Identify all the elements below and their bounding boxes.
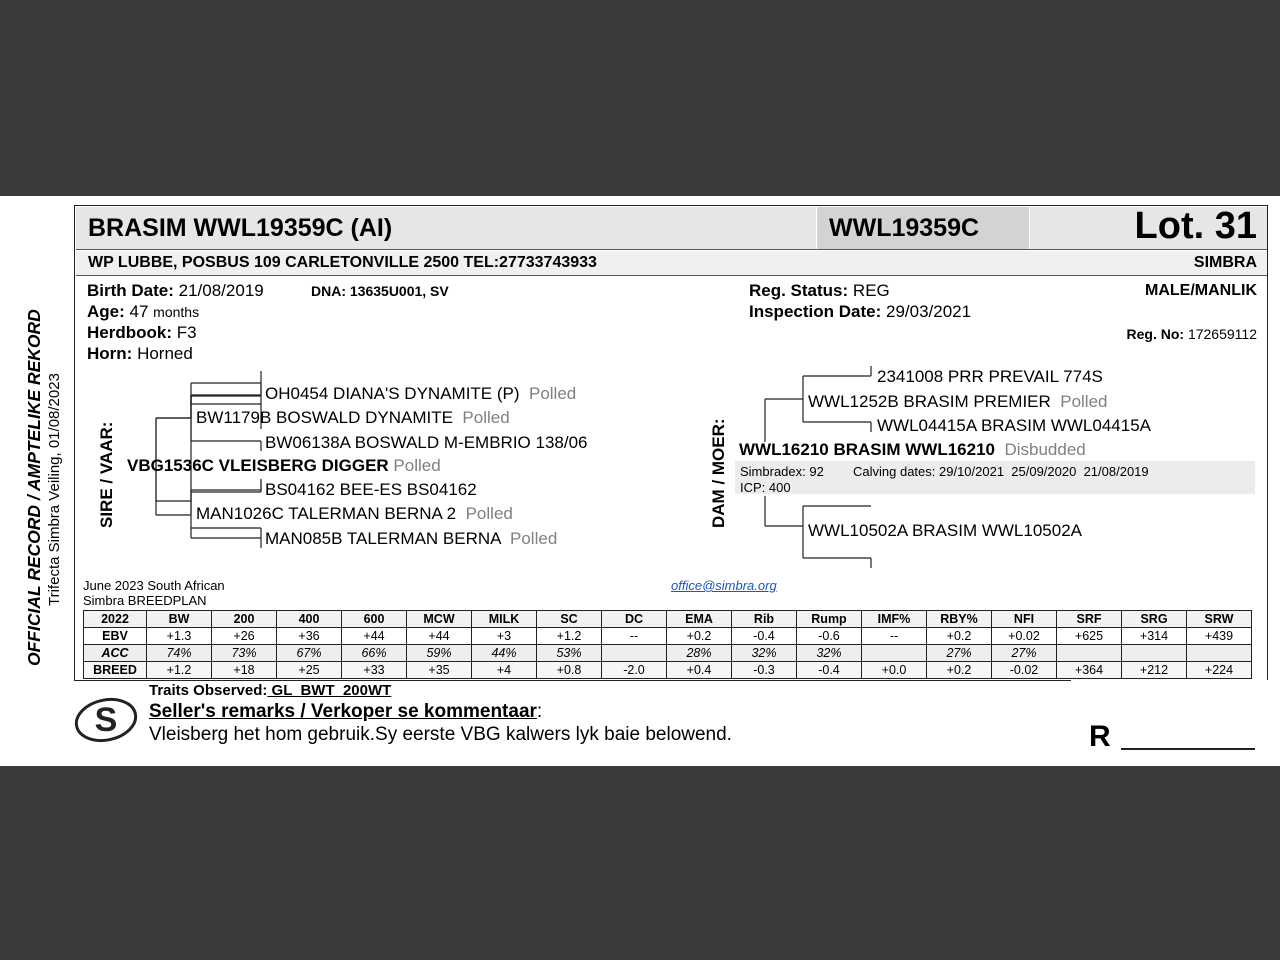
breed-name: SIMBRA	[1193, 254, 1257, 271]
row-label-cell: EBV	[84, 628, 147, 645]
table-cell: +3	[472, 628, 537, 645]
simbradex: Simbradex: 92	[740, 464, 824, 479]
table-cell	[1057, 645, 1122, 662]
table-cell: 67%	[277, 645, 342, 662]
table-cell: -0.3	[732, 662, 797, 679]
table-cell: +26	[212, 628, 277, 645]
table-cell: +224	[1187, 662, 1252, 679]
table-cell: +0.02	[992, 628, 1057, 645]
age: Age: 47 months	[87, 302, 200, 321]
table-cell: Rib	[732, 611, 797, 628]
sire-name: VBG1536C VLEISBERG DIGGER Polled	[127, 456, 441, 475]
table-cell: +36	[277, 628, 342, 645]
table-cell: +4	[472, 662, 537, 679]
lot-frame	[74, 205, 1268, 758]
table-cell: +18	[212, 662, 277, 679]
table-cell: +364	[1057, 662, 1122, 679]
reg-no: Reg. No: 172659112	[1126, 326, 1257, 342]
table-cell: RBY%	[927, 611, 992, 628]
table-cell: NFI	[992, 611, 1057, 628]
dam-name: WWL16210 BRASIM WWL16210 Disbudded	[739, 440, 1086, 459]
table-cell: 32%	[732, 645, 797, 662]
table-cell: -0.4	[797, 662, 862, 679]
table-cell: +25	[277, 662, 342, 679]
table-cell	[1122, 645, 1187, 662]
table-cell: +0.0	[862, 662, 927, 679]
table-cell: +314	[1122, 628, 1187, 645]
table-cell: SRW	[1187, 611, 1252, 628]
table-cell: 27%	[927, 645, 992, 662]
dam-sire: WWL1252B BRASIM PREMIER Polled	[808, 392, 1108, 411]
price-line[interactable]	[1121, 748, 1255, 750]
breedplan-breed-avg-row	[84, 662, 1252, 679]
row-label-cell: ACC	[84, 645, 147, 662]
table-cell: +1.2	[147, 662, 212, 679]
table-cell: +439	[1187, 628, 1252, 645]
calving-dates: Calving dates: 29/10/2021 25/09/2020 21/08/2019	[853, 464, 1149, 479]
table-cell: -0.02	[992, 662, 1057, 679]
table-cell: Rump	[797, 611, 862, 628]
simbra-logo-icon	[74, 693, 140, 743]
owner-address: WP LUBBE, POSBUS 109 CARLETONVILLE 2500 TEL:27733743933	[88, 254, 597, 271]
reg-id: WWL19359C	[829, 214, 980, 242]
table-cell: SRF	[1057, 611, 1122, 628]
table-cell	[602, 645, 667, 662]
dam-side-label: DAM / MOER:	[709, 418, 728, 528]
table-cell: +212	[1122, 662, 1187, 679]
dam-sire-dam: WWL04415A BRASIM WWL04415A	[877, 416, 1152, 435]
sire-side-label: SIRE / VAAR:	[97, 421, 116, 528]
remarks-panel	[74, 680, 1072, 759]
table-cell: SC	[537, 611, 602, 628]
table-cell: +0.2	[927, 628, 992, 645]
table-cell: +625	[1057, 628, 1122, 645]
table-cell: 600	[342, 611, 407, 628]
inspection-date: Inspection Date: 29/03/2021	[749, 302, 972, 321]
breedplan-acc-row	[84, 645, 1252, 662]
herdbook: Herdbook: F3	[87, 323, 197, 342]
traits-observed: Traits Observed: GL BWT 200WT	[149, 682, 392, 699]
sire-dam: MAN1026C TALERMAN BERNA 2 Polled	[196, 504, 513, 523]
sire-dam-sire: BS04162 BEE-ES BS04162	[265, 480, 477, 499]
sex: MALE/MANLIK	[1145, 282, 1257, 299]
lot-number: Lot. 31	[1134, 205, 1257, 247]
table-cell: BW	[147, 611, 212, 628]
table-cell	[862, 645, 927, 662]
breedplan-header-row	[84, 611, 1252, 628]
table-cell: MCW	[407, 611, 472, 628]
table-cell: 400	[277, 611, 342, 628]
row-label-cell: 2022	[84, 611, 147, 628]
table-cell: MILK	[472, 611, 537, 628]
svg-text:S: S	[94, 701, 118, 739]
table-cell	[1187, 645, 1252, 662]
horn: Horn: Horned	[87, 344, 193, 363]
birth-date: Birth Date: 21/08/2019	[87, 281, 264, 300]
table-cell: IMF%	[862, 611, 927, 628]
table-cell: 32%	[797, 645, 862, 662]
table-cell: 27%	[992, 645, 1057, 662]
table-cell: +0.8	[537, 662, 602, 679]
breedplan-title: June 2023 South African Simbra BREEDPLAN	[83, 578, 225, 608]
official-record-label: OFFICIAL RECORD / AMPTELIKE REKORD	[24, 309, 44, 666]
table-cell: --	[862, 628, 927, 645]
lot-card	[0, 196, 1280, 766]
table-cell: +0.2	[667, 628, 732, 645]
table-cell: +1.2	[537, 628, 602, 645]
table-cell: SRG	[1122, 611, 1187, 628]
table-cell: +35	[407, 662, 472, 679]
table-cell: 66%	[342, 645, 407, 662]
table-cell: -0.4	[732, 628, 797, 645]
price-box	[1071, 680, 1268, 759]
sire-sire-dam: BW06138A BOSWALD M-EMBRIO 138/06	[265, 433, 588, 452]
auction-label: Trifecta Simbra Veiling, 01/08/2023	[46, 373, 63, 606]
dna-info: DNA: 13635U001, SV	[311, 283, 449, 299]
reg-status: Reg. Status: REG	[749, 281, 890, 300]
email-link[interactable]: office@simbra.org	[671, 578, 777, 593]
dam-sire-sire: 2341008 PRR PREVAIL 774S	[877, 367, 1103, 386]
table-cell: 200	[212, 611, 277, 628]
price-label: R	[1089, 720, 1111, 753]
table-cell: 73%	[212, 645, 277, 662]
table-cell: 74%	[147, 645, 212, 662]
sire-dam-dam: MAN085B TALERMAN BERNA Polled	[265, 529, 558, 548]
table-cell: EMA	[667, 611, 732, 628]
table-cell: 59%	[407, 645, 472, 662]
row-label-cell: BREED	[84, 662, 147, 679]
table-cell: 28%	[667, 645, 732, 662]
sire-sire-sire: OH0454 DIANA'S DYNAMITE (P) Polled	[265, 384, 577, 403]
table-cell: --	[602, 628, 667, 645]
breedplan-ebv-row	[84, 628, 1252, 645]
remarks-heading: Seller's remarks / Verkoper se kommentaar:	[149, 701, 543, 722]
table-cell: +1.3	[147, 628, 212, 645]
table-cell: DC	[602, 611, 667, 628]
breedplan-table	[83, 610, 1252, 679]
table-cell: +0.2	[927, 662, 992, 679]
table-cell: 44%	[472, 645, 537, 662]
table-cell: -2.0	[602, 662, 667, 679]
table-cell: +33	[342, 662, 407, 679]
table-cell: 53%	[537, 645, 602, 662]
table-cell: +44	[407, 628, 472, 645]
table-cell: +44	[342, 628, 407, 645]
animal-name: BRASIM WWL19359C (AI)	[88, 214, 393, 242]
remarks-text: Vleisberg het hom gebruik.Sy eerste VBG kalwers lyk baie belowend.	[149, 724, 732, 745]
dam-dam: WWL10502A BRASIM WWL10502A	[808, 521, 1083, 540]
table-cell: -0.6	[797, 628, 862, 645]
icp: ICP: 400	[740, 480, 791, 495]
sire-sire: BW1179B BOSWALD DYNAMITE Polled	[196, 408, 510, 427]
table-cell: +0.4	[667, 662, 732, 679]
